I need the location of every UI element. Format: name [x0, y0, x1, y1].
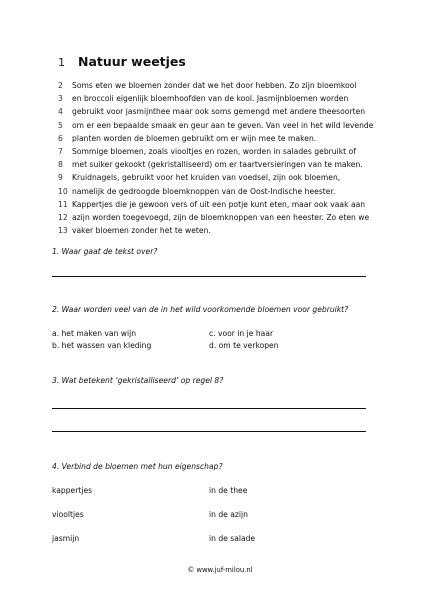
match-right-item[interactable]: in de thee: [209, 486, 248, 495]
line-number: 2: [58, 81, 63, 90]
text-line: [58, 185, 430, 198]
question-1: 1. Waar gaat de tekst over?: [52, 247, 158, 256]
text-line: [58, 224, 430, 237]
line-number: 12: [58, 212, 68, 222]
line-text: en broccoli eigenlijk bloemhoofden van de kool. Jasmijnbloemen worden: [72, 94, 349, 104]
text-line: [58, 211, 430, 224]
page-title: Natuur weetjes: [77, 54, 186, 69]
answer-line-q3-1[interactable]: [52, 408, 366, 409]
match-left-item[interactable]: jasmijn: [52, 534, 80, 543]
text-line: [58, 92, 430, 105]
line-number: 8: [58, 160, 63, 170]
line-number: 11: [58, 199, 68, 209]
reading-text: [58, 79, 430, 237]
line-number: 9: [58, 173, 63, 183]
line-text: om er een bepaalde smaak en geur aan te geven. Van veel in het wild levende: [72, 120, 374, 130]
line-number: 5: [58, 120, 63, 130]
line-text: azijn worden toegevoegd, zijn de bloemknoppen van een heester. Zo eten we: [72, 212, 370, 222]
option-c[interactable]: c. voor in je haar: [209, 329, 274, 338]
text-line: [58, 79, 430, 92]
option-a[interactable]: a. het maken van wijn: [52, 329, 137, 338]
match-right-item[interactable]: in de azijn: [209, 510, 248, 519]
line-number: 1: [58, 56, 65, 69]
footer-copyright: © www.juf-milou.nl: [187, 566, 253, 574]
line-number: 7: [58, 146, 63, 156]
text-line: [58, 119, 430, 132]
question-3: 3. Wat betekent ‘gekristalliseerd’ op regel 8?: [52, 376, 224, 385]
text-line: [58, 198, 430, 211]
line-number: 13: [58, 226, 68, 236]
line-text: Soms eten we bloemen zonder dat we het door hebben. Zo zijn bloemkool: [72, 81, 357, 90]
answer-line-q3-2[interactable]: [52, 431, 366, 432]
match-left-item[interactable]: kappertjes: [52, 486, 93, 495]
option-d[interactable]: d. om te verkopen: [209, 341, 279, 350]
line-text: Kappertjes die je gewoon vers of uit een potje kunt eten, maar ook vaak aan: [72, 199, 366, 209]
line-text: Kruidnagels, gebruikt voor het kruiden van voedsel, zijn ook bloemen,: [72, 173, 341, 183]
line-number: 10: [58, 186, 68, 196]
text-line: [58, 171, 430, 184]
line-number: 4: [58, 107, 63, 117]
text-line: [58, 105, 430, 118]
title-row: [58, 54, 186, 69]
text-line: [58, 145, 430, 158]
line-text: met suiker gekookt (gekristalliseerd) om er taartversieringen van te maken.: [72, 160, 363, 170]
text-line: [58, 158, 430, 171]
line-text: namelijk de gedroogde bloemknoppen van de Oost-Indische heester.: [72, 186, 336, 196]
option-b[interactable]: b. het wassen van kleding: [52, 341, 152, 350]
line-text: gebruikt voor jasmijnthee maar ook soms gemengd met andere theesoorten: [72, 107, 366, 117]
match-left-item[interactable]: viooltjes: [52, 510, 84, 519]
line-number: 3: [58, 94, 63, 104]
match-right-item[interactable]: in de salade: [209, 534, 256, 543]
line-text: planten worden de bloemen gebruikt om er wijn mee te maken.: [72, 133, 317, 143]
line-number: 6: [58, 133, 63, 143]
answer-line-q1[interactable]: [52, 276, 366, 277]
question-2: 2. Waar worden veel van de in het wild voorkomende bloemen voor gebruikt?: [52, 305, 349, 314]
line-text: Sommige bloemen, zoals viooltjes en rozen, worden in salades gebruikt of: [72, 146, 356, 156]
line-text: vaker bloemen zonder het te weten.: [72, 226, 211, 236]
question-4: 4. Verbind de bloemen met hun eigenschap?: [52, 462, 223, 471]
text-line: [58, 132, 430, 145]
